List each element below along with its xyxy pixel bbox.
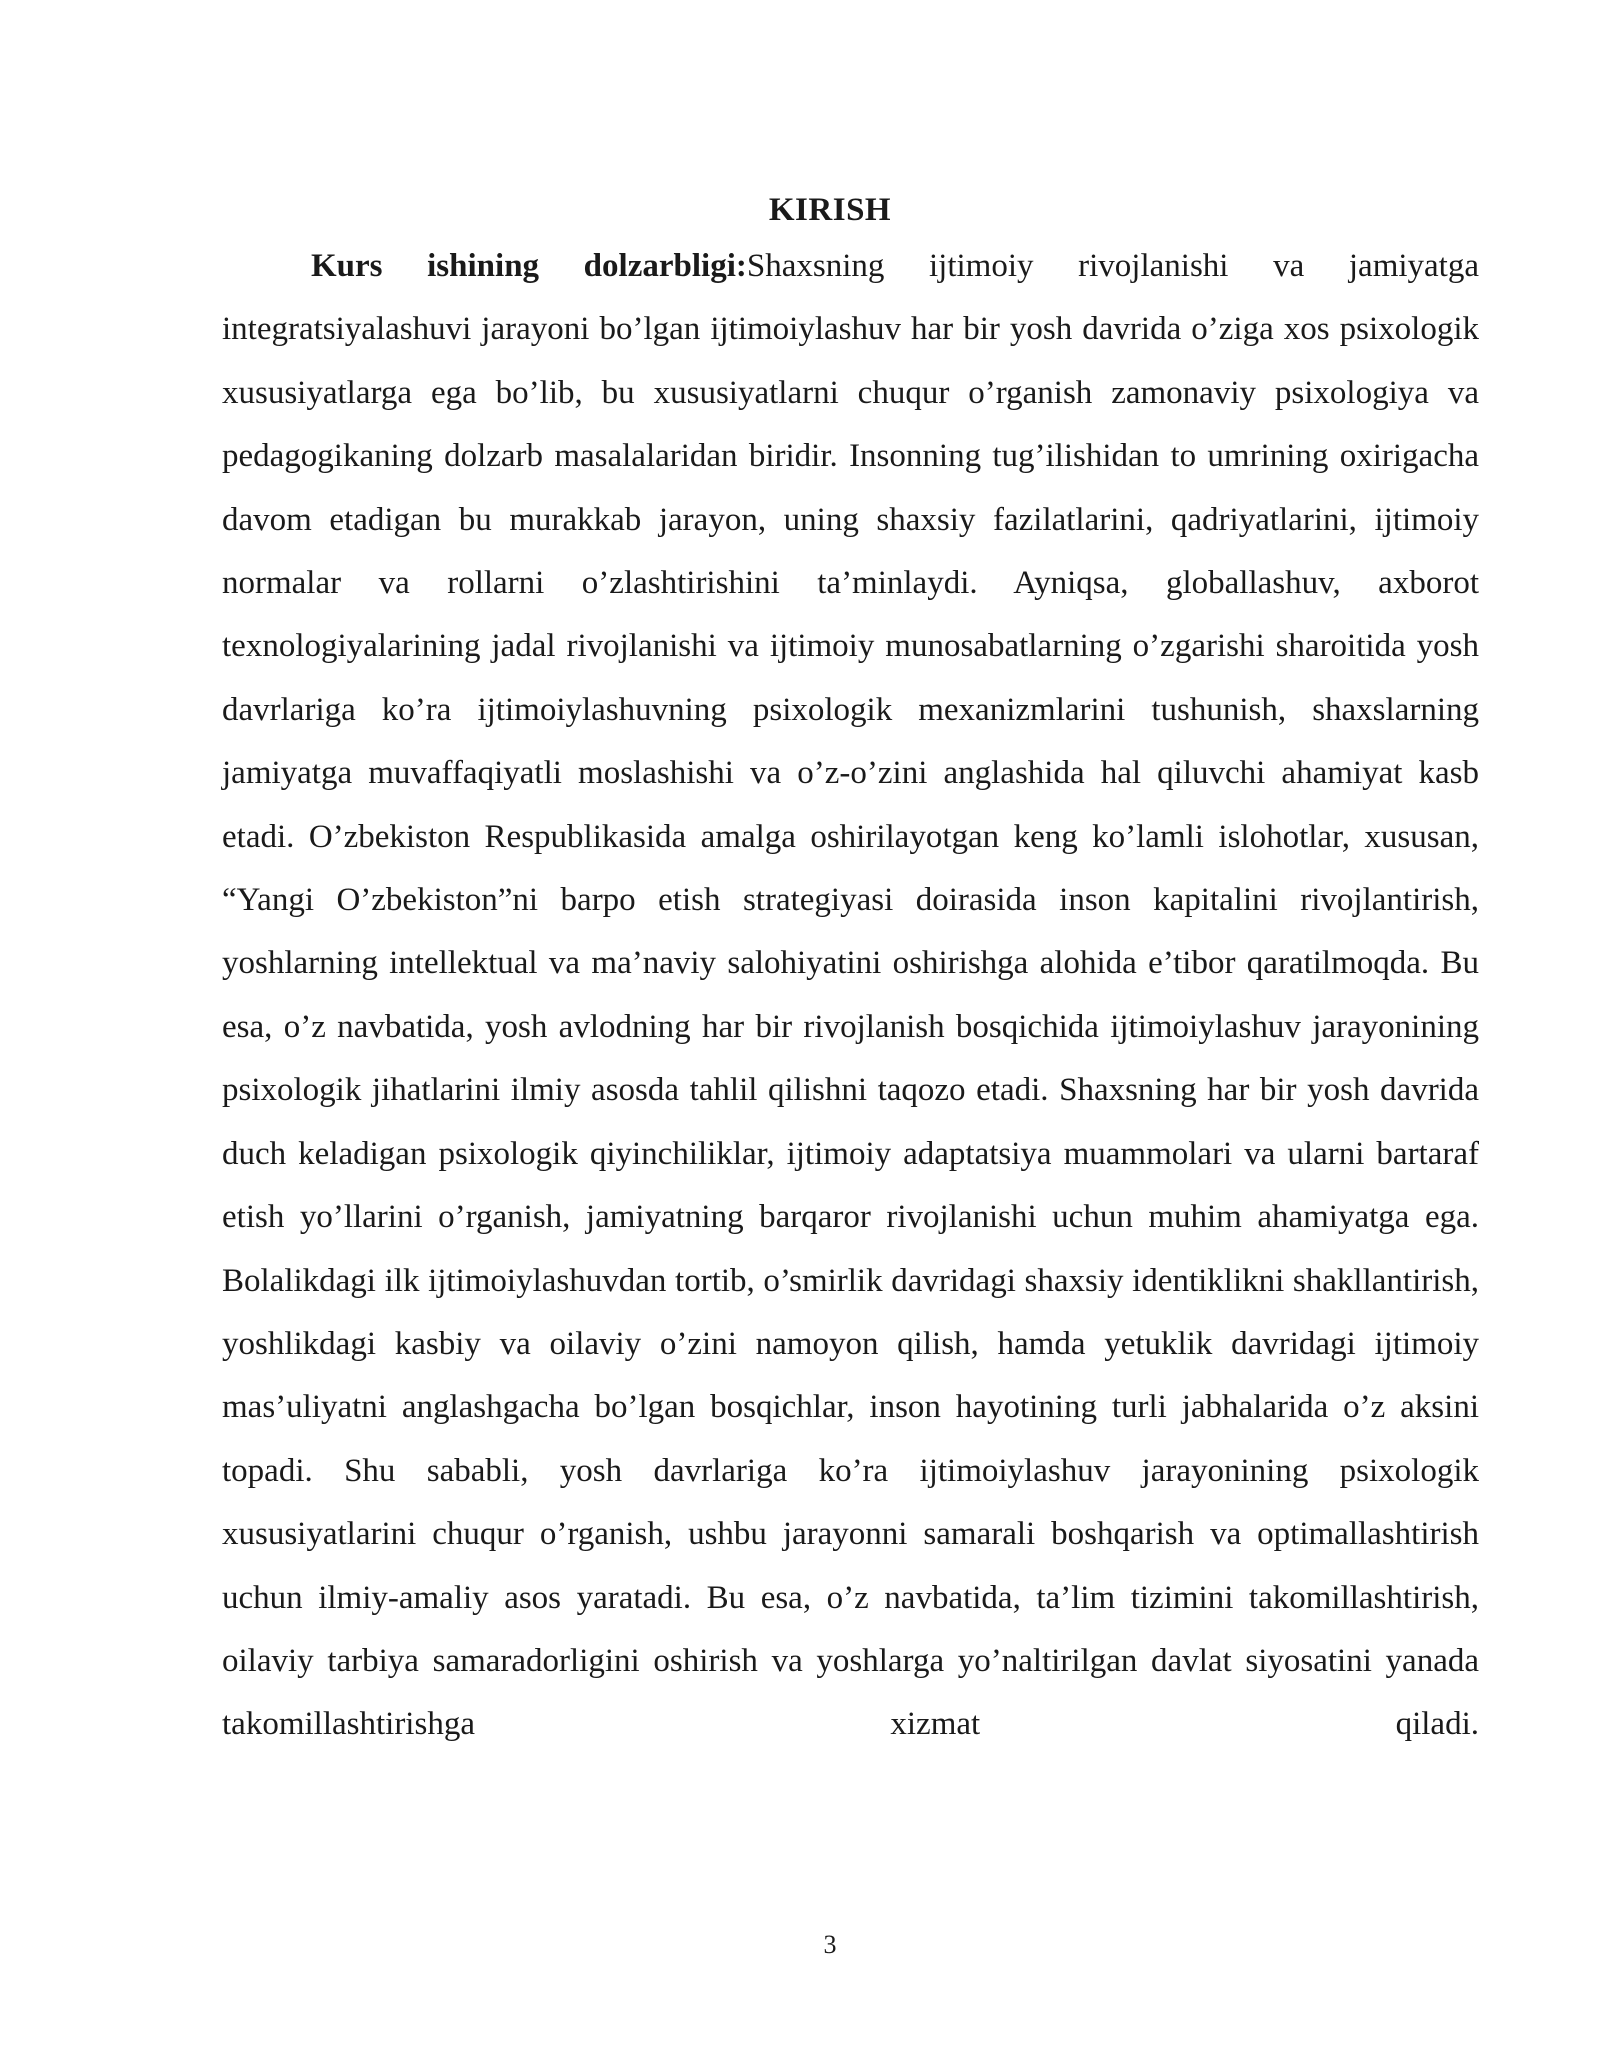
body-paragraph	[222, 235, 1479, 1757]
page-title: KIRISH	[768, 192, 892, 228]
paragraph-text: Shaxsning ijtimoiy rivojlanishi va jamiyatga integratsiyalashuvi jarayoni bo’lgan ijtimoiylashuv har bir yosh davrida o’ziga xos psixologik xususiyatlarga ega bo’lib, bu xususiyatlarni chuqur o’rganish zamonaviy psixologiya va pedagogikaning dolzarb masalalaridan biridir. Insonning tug’ilishidan to umrining oxirigacha davom etadigan bu murakkab jarayon, uning shaxsiy fazilatlarini, qadriyatlarini, ijtimoiy normalar va rollarni o’zlashtirishini ta’minlaydi. Ayniqsa, globallashuv, axborot texnologiyalarining jadal rivojlanishi va ijtimoiy munosabatlarning o’zgarishi sharoitida yosh davrlariga ko’ra ijtimoiylashuvning psixologik mexanizmlarini tushunish, shaxslarning jamiyatga muvaffaqiyatli moslashishi va o’z-o’zini anglashida hal qiluvchi ahamiyat kasb etadi. O’zbekiston Respublikasida amalga oshirilayotgan keng ko’lamli islohotlar, xususan, “Yangi O’zbekiston”ni barpo etish strategiyasi doirasida inson kapitalini rivojlantirish, yoshlarning intellektual va ma’naviy salohiyatini oshirishga alohida e’tibor qaratilmoqda. Bu esa, o’z navbatida, yosh avlodning har bir rivojlanish bosqichida ijtimoiylashuv jarayonining psixologik jihatlarini ilmiy asosda tahlil qilishni taqozo etadi. Shaxsning har bir yosh davrida duch keladigan psixologik qiyinchiliklar, ijtimoiy adaptatsiya muammolari va ularni bartaraf etish yo’llarini o’rganish, jamiyatning barqaror rivojlanishi uchun muhim ahamiyatga ega. Bolalikdagi ilk ijtimoiylashuvdan tortib, o’smirlik davridagi shaxsiy identiklikni shakllantirish, yoshlikdagi kasbiy va oilaviy o’zini namoyon qilish, hamda yetuklik davridagi ijtimoiy mas’uliyatni anglashgacha bo’lgan bosqichlar, inson hayotining turli jabhalarida o’z aksini topadi. Shu sababli, yosh davrlariga ko’ra ijtimoiylashuv jarayonining psixologik xususiyatlarini chuqur o’rganish, ushbu jarayonni samarali boshqarish va optimallashtirish uchun ilmiy-amaliy asos yaratadi. Bu esa, o’z navbatida, ta’lim tizimini takomillashtirish, oilaviy tarbiya samaradorligini oshirish va yoshlarga yo’naltirilgan davlat siyosatini yanada takomillashtirishga xizmat qiladi.	[222, 248, 1479, 1743]
lead-label: Kurs ishining dolzarbligi:	[311, 248, 747, 284]
page-number: 3	[823, 1930, 837, 1959]
